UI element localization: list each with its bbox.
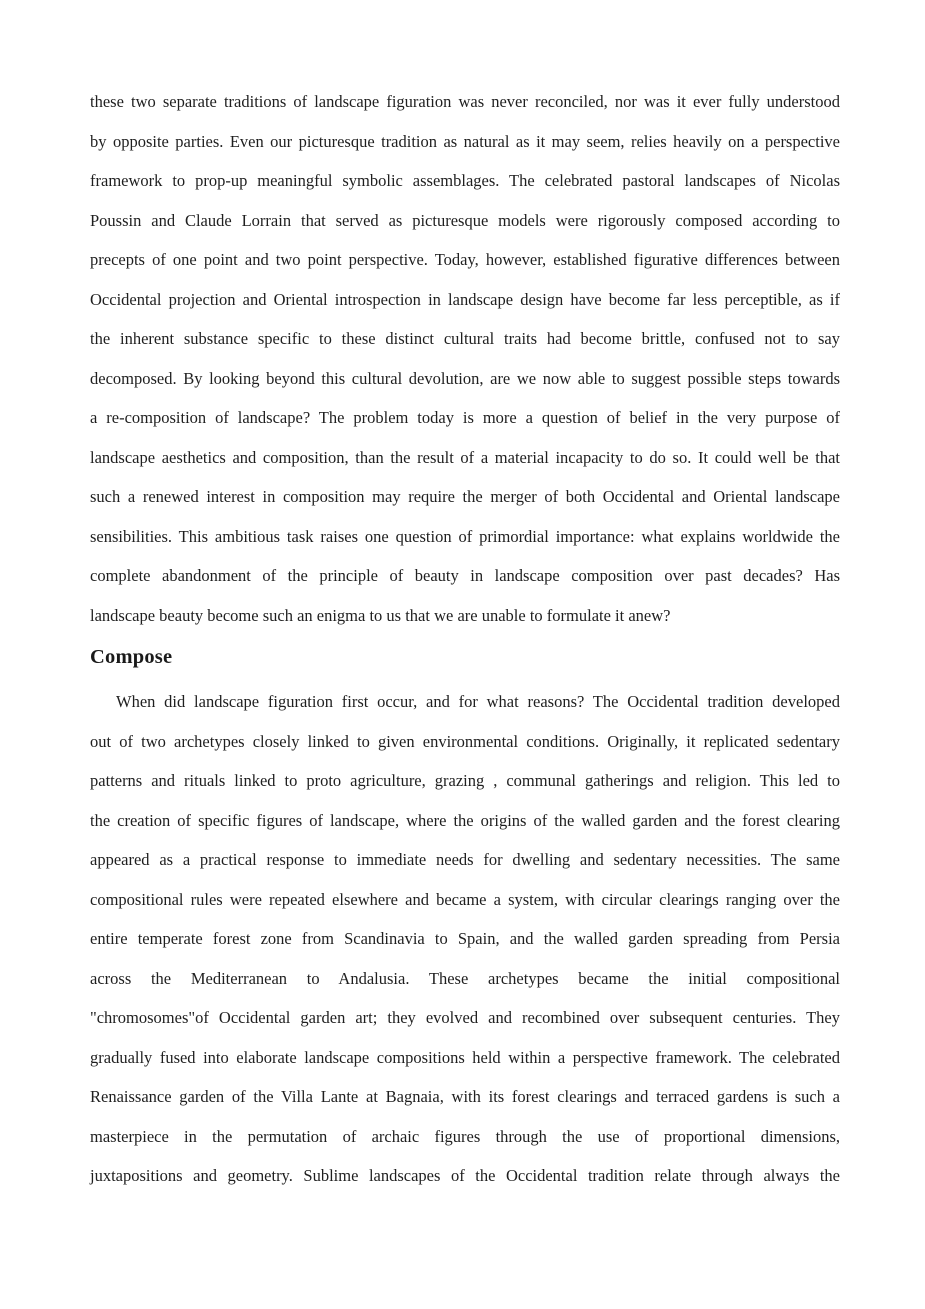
text-line: juxtapositions and geometry. Sublime landscapes of the Occidental tradition relate through always the [90, 1166, 840, 1185]
text-line: Occidental projection and Oriental introspection in landscape design have become far less perceptible, as if [90, 289, 840, 309]
text-line: compositional rules were repeated elsewhere and became a system, with circular clearings ranging over the [90, 889, 840, 909]
text-line: framework to prop-up meaningful symbolic assemblages. The celebrated pastoral landscapes of Nicolas [90, 171, 840, 190]
text-line: sensibilities. This ambitious task raises one question of primordial importance: what explains worldwide the [90, 526, 840, 546]
paragraph-2 [90, 682, 840, 1196]
text-line: gradually fused into elaborate landscape compositions held within a perspective framework. The celebrated [90, 1047, 840, 1067]
section-heading: Compose [90, 646, 173, 668]
text-line: across the Mediterranean to Andalusia. These archetypes became the initial compositional [90, 968, 840, 988]
text-line: Renaissance garden of the Villa Lante at Bagnaia, with its forest clearings and terraced gardens is such a [90, 1087, 840, 1106]
text-line: the creation of specific figures of landscape, where the origins of the walled garden and the forest clearing [90, 810, 840, 830]
text-line: landscape aesthetics and composition, than the result of a material incapacity to do so. It could well be that [90, 447, 840, 467]
text-line: these two separate traditions of landscape figuration was never reconciled, nor was it ever fully understood [90, 92, 840, 111]
text-line: When did landscape figuration first occur, and for what reasons? The Occidental tradition developed [116, 692, 840, 711]
document-content [90, 82, 840, 1196]
text-line: masterpiece in the permutation of archaic figures through the use of proportional dimensions, [90, 1126, 840, 1146]
text-line: decomposed. By looking beyond this cultural devolution, are we now able to suggest possible steps towards [90, 368, 840, 388]
text-line: landscape beauty become such an enigma to us that we are unable to formulate it anew? [90, 605, 671, 625]
text-line: entire temperate forest zone from Scandinavia to Spain, and the walled garden spreading from Persia [90, 929, 840, 948]
text-line: Poussin and Claude Lorrain that served as picturesque models were rigorously composed according to [90, 210, 840, 230]
text-line: complete abandonment of the principle of beauty in landscape composition over past decades? Has [90, 566, 840, 585]
text-line: such a renewed interest in composition may require the merger of both Occidental and Oriental landscape [90, 487, 840, 506]
text-line: patterns and rituals linked to proto agriculture, grazing , communal gatherings and religion. This led to [90, 771, 840, 790]
text-line: "chromosomes"of Occidental garden art; they evolved and recombined over subsequent centuries. They [90, 1008, 840, 1027]
text-line: out of two archetypes closely linked to given environmental conditions. Originally, it replicated sedentary [90, 731, 840, 751]
text-line: appeared as a practical response to immediate needs for dwelling and sedentary necessities. The same [90, 850, 840, 869]
text-line: the inherent substance specific to these distinct cultural traits had become brittle, confused not to say [90, 329, 840, 348]
text-line: by opposite parties. Even our picturesque tradition as natural as it may seem, relies heavily on a perspective [90, 131, 840, 151]
text-line: a re-composition of landscape? The problem today is more a question of belief in the very purpose of [90, 408, 840, 427]
paragraph-1 [90, 82, 840, 635]
text-line: precepts of one point and two point perspective. Today, however, established figurative differences between [90, 250, 840, 269]
